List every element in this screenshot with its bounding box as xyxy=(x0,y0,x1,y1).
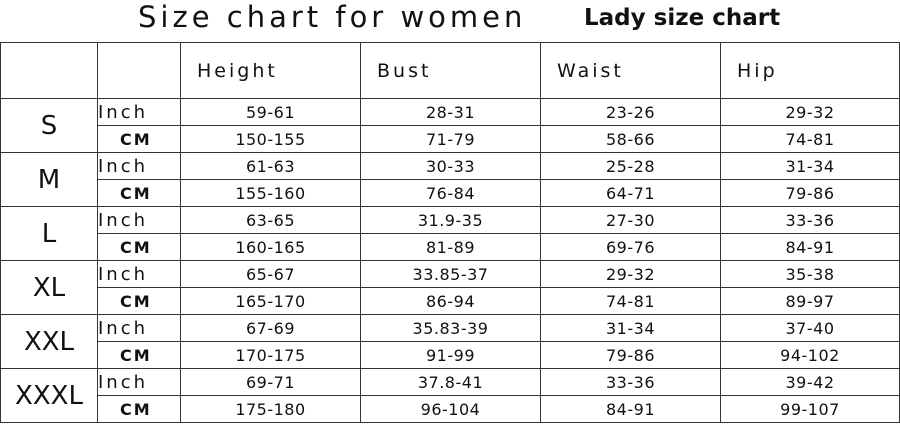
table-row xyxy=(1,315,900,342)
measurement-cell: 29-32 xyxy=(721,99,900,126)
measurement-cell: 39-42 xyxy=(721,369,900,396)
measurement-cell: 25-28 xyxy=(541,153,721,180)
measurement-cell: 84-91 xyxy=(721,234,900,261)
measurement-cell: 61-63 xyxy=(181,153,361,180)
measurement-cell: 150-155 xyxy=(181,126,361,153)
measurement-cell: 35.83-39 xyxy=(361,315,541,342)
table-row xyxy=(1,342,900,369)
unit-label: CM xyxy=(98,288,181,315)
measurement-cell: 69-71 xyxy=(181,369,361,396)
measurement-cell: 31.9-35 xyxy=(361,207,541,234)
table-row xyxy=(1,207,900,234)
measurement-cell: 81-89 xyxy=(361,234,541,261)
measurement-cell: 27-30 xyxy=(541,207,721,234)
measurement-cell: 35-38 xyxy=(721,261,900,288)
table-row xyxy=(1,261,900,288)
unit-label: Inch xyxy=(98,99,181,126)
table-row xyxy=(1,99,900,126)
measurement-cell: 96-104 xyxy=(361,396,541,423)
unit-label: Inch xyxy=(98,369,181,396)
table-row xyxy=(1,153,900,180)
table-row xyxy=(1,180,900,207)
unit-label: CM xyxy=(98,180,181,207)
measurement-cell: 160-165 xyxy=(181,234,361,261)
size-table-body xyxy=(1,99,900,423)
unit-label: CM xyxy=(98,396,181,423)
measurement-cell: 94-102 xyxy=(721,342,900,369)
header-waist xyxy=(541,43,721,99)
header-bust-label: Bust xyxy=(377,59,432,82)
size-label: XL xyxy=(1,261,98,315)
header-waist-label: Waist xyxy=(557,59,624,82)
header-hip-label: Hip xyxy=(737,59,778,82)
size-label: M xyxy=(1,153,98,207)
measurement-cell: 37-40 xyxy=(721,315,900,342)
unit-label: CM xyxy=(98,342,181,369)
measurement-cell: 69-76 xyxy=(541,234,721,261)
measurement-cell: 91-99 xyxy=(361,342,541,369)
measurement-cell: 89-97 xyxy=(721,288,900,315)
measurement-cell: 37.8-41 xyxy=(361,369,541,396)
size-chart-table xyxy=(0,42,900,423)
unit-label: Inch xyxy=(98,153,181,180)
table-row xyxy=(1,234,900,261)
measurement-cell: 76-84 xyxy=(361,180,541,207)
page-subtitle: Lady size chart xyxy=(584,5,781,31)
page-title: Size chart for women xyxy=(138,0,527,34)
measurement-cell: 64-71 xyxy=(541,180,721,207)
measurement-cell: 59-61 xyxy=(181,99,361,126)
table-row xyxy=(1,369,900,396)
measurement-cell: 63-65 xyxy=(181,207,361,234)
table-row xyxy=(1,288,900,315)
measurement-cell: 155-160 xyxy=(181,180,361,207)
header-bust xyxy=(361,43,541,99)
title-bar xyxy=(0,0,900,42)
unit-label: Inch xyxy=(98,315,181,342)
header-row xyxy=(1,43,900,99)
measurement-cell: 74-81 xyxy=(721,126,900,153)
measurement-cell: 33.85-37 xyxy=(361,261,541,288)
measurement-cell: 84-91 xyxy=(541,396,721,423)
measurement-cell: 67-69 xyxy=(181,315,361,342)
measurement-cell: 28-31 xyxy=(361,99,541,126)
size-label: L xyxy=(1,207,98,261)
header-hip xyxy=(721,43,900,99)
unit-label: Inch xyxy=(98,261,181,288)
measurement-cell: 30-33 xyxy=(361,153,541,180)
measurement-cell: 65-67 xyxy=(181,261,361,288)
size-label: S xyxy=(1,99,98,153)
measurement-cell: 31-34 xyxy=(721,153,900,180)
measurement-cell: 33-36 xyxy=(721,207,900,234)
size-label: XXXL xyxy=(1,369,98,423)
measurement-cell: 79-86 xyxy=(721,180,900,207)
unit-label: CM xyxy=(98,234,181,261)
measurement-cell: 79-86 xyxy=(541,342,721,369)
unit-label: Inch xyxy=(98,207,181,234)
measurement-cell: 170-175 xyxy=(181,342,361,369)
header-height xyxy=(181,43,361,99)
measurement-cell: 99-107 xyxy=(721,396,900,423)
size-label: XXL xyxy=(1,315,98,369)
table-row xyxy=(1,396,900,423)
header-unit-cell xyxy=(98,43,181,99)
measurement-cell: 175-180 xyxy=(181,396,361,423)
table-row xyxy=(1,126,900,153)
measurement-cell: 31-34 xyxy=(541,315,721,342)
header-corner-cell xyxy=(1,43,98,99)
header-height-label: Height xyxy=(197,59,278,82)
measurement-cell: 165-170 xyxy=(181,288,361,315)
measurement-cell: 74-81 xyxy=(541,288,721,315)
measurement-cell: 29-32 xyxy=(541,261,721,288)
measurement-cell: 86-94 xyxy=(361,288,541,315)
measurement-cell: 23-26 xyxy=(541,99,721,126)
measurement-cell: 71-79 xyxy=(361,126,541,153)
measurement-cell: 33-36 xyxy=(541,369,721,396)
unit-label: CM xyxy=(98,126,181,153)
measurement-cell: 58-66 xyxy=(541,126,721,153)
